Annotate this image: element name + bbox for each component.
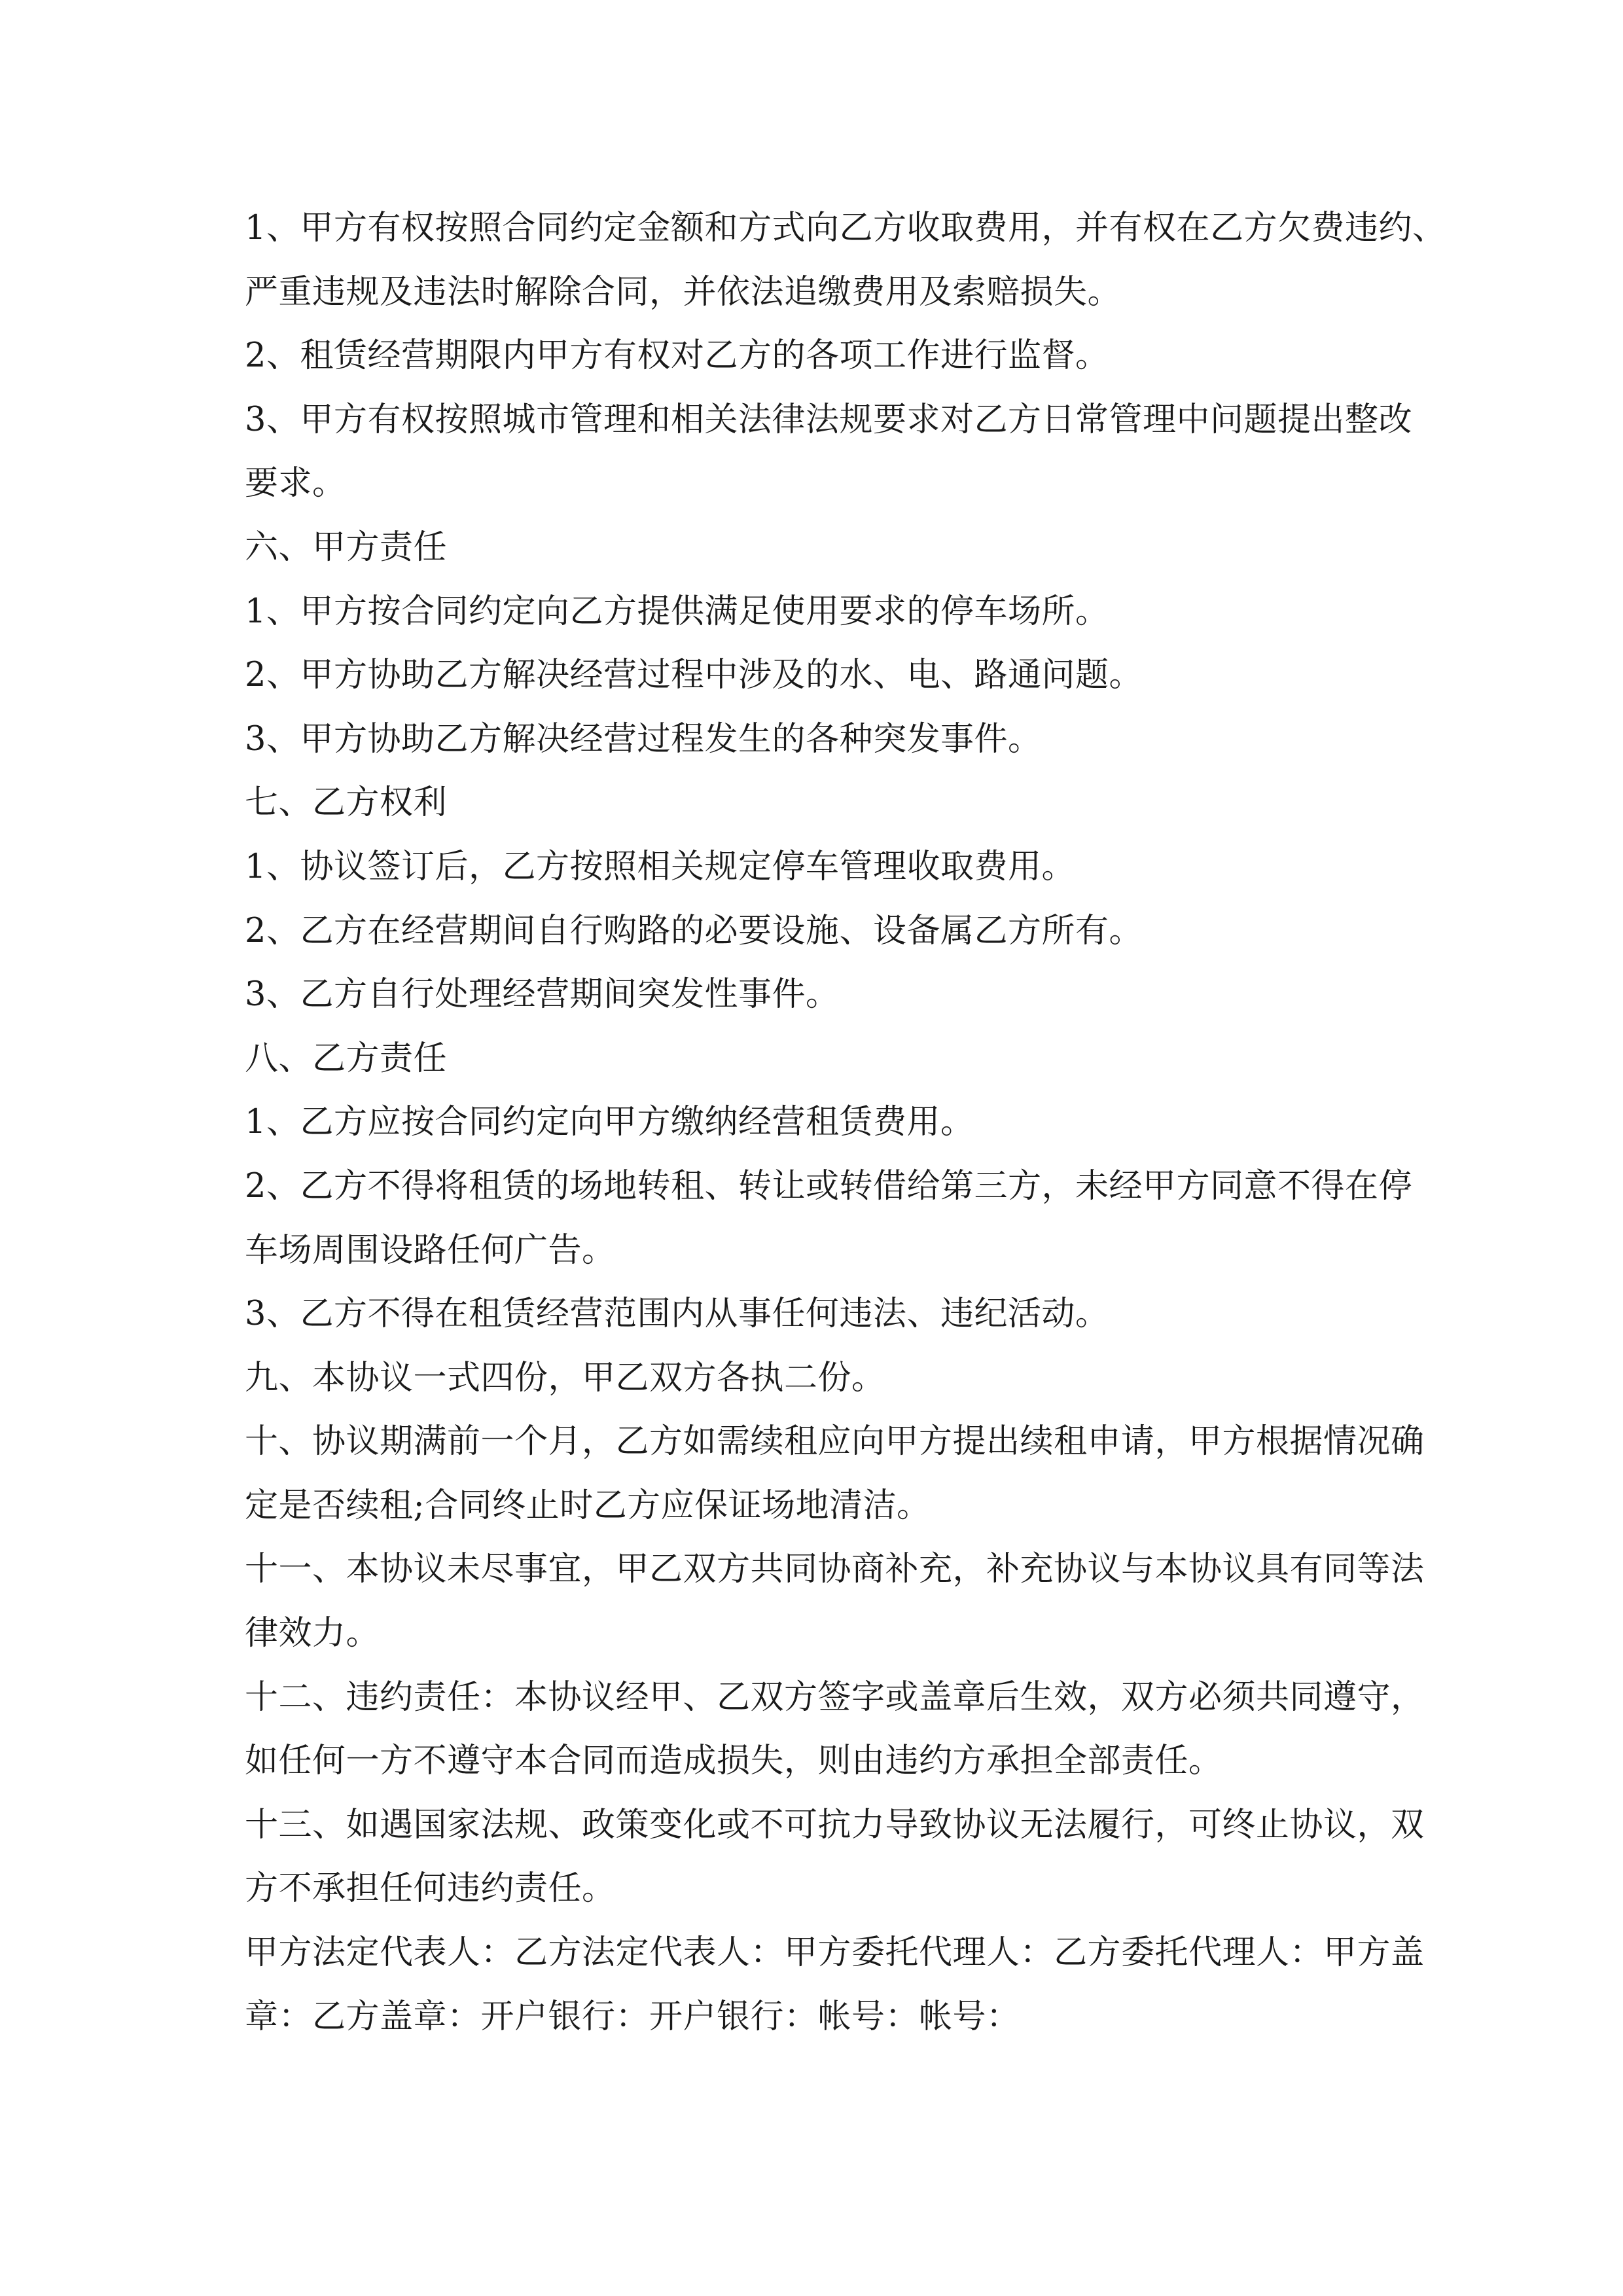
- text-line: 十、协议期满前一个月，乙方如需续租应向甲方提出续租申请，甲方根据情况确: [245, 1422, 1425, 1462]
- text-line: 车场周围设路任何广告。: [245, 1230, 616, 1270]
- text-line: 1、协议签订后，乙方按照相关规定停车管理收取费用。: [245, 847, 1075, 886]
- text-line: 九、本协议一式四份，甲乙双方各执二份。: [245, 1358, 885, 1397]
- text-line: 如任何一方不遵守本合同而造成损失，则由违约方承担全部责任。: [245, 1742, 1222, 1781]
- text-line: 十二、违约责任：本协议经甲、乙双方签字或盖章后生效，双方必须共同遵守，: [245, 1677, 1425, 1717]
- text-line: 3、乙方不得在租赁经营范围内从事任何违法、违纪活动。: [245, 1295, 1109, 1334]
- text-line: 3、甲方协助乙方解决经营过程发生的各种突发事件。: [245, 719, 1042, 759]
- text-line: 定是否续租;合同终止时乙方应保证场地清洁。: [245, 1486, 931, 1525]
- text-line: 3、乙方自行处理经营期间突发性事件。: [245, 975, 840, 1014]
- text-line: 2、乙方不得将租赁的场地转租、转让或转借给第三方，未经甲方同意不得在停: [245, 1166, 1412, 1206]
- section-heading: 八、乙方责任: [245, 1039, 448, 1078]
- signature-block: 章：乙方盖章：开户银行：开户银行：帐号：帐号：: [245, 1997, 1020, 2036]
- text-line: 要求。: [245, 464, 346, 503]
- document-body: [245, 196, 1446, 2049]
- signature-block: 甲方法定代表人：乙方法定代表人：甲方委托代理人：乙方委托代理人：甲方盖: [245, 1933, 1425, 1973]
- text-line: 1、乙方应按合同约定向甲方缴纳经营租赁费用。: [245, 1103, 974, 1142]
- text-line: 十一、本协议未尽事宜，甲乙双方共同协商补充，补充协议与本协议具有同等法: [245, 1550, 1425, 1589]
- section-heading: 七、乙方权利: [245, 783, 448, 823]
- text-line: 十三、如遇国家法规、政策变化或不可抗力导致协议无法履行，可终止协议，双: [245, 1805, 1425, 1844]
- text-line: 2、乙方在经营期间自行购路的必要设施、设备属乙方所有。: [245, 911, 1143, 950]
- text-line: 律效力。: [245, 1614, 380, 1653]
- text-line: 3、甲方有权按照城市管理和相关法律法规要求对乙方日常管理中问题提出整改: [245, 400, 1412, 439]
- text-line: 2、甲方协助乙方解决经营过程中涉及的水、电、路通问题。: [245, 656, 1143, 695]
- section-heading: 六、甲方责任: [245, 528, 448, 567]
- text-line: 1、甲方有权按照合同约定金额和方式向乙方收取费用，并有权在乙方欠费违约、: [245, 209, 1446, 247]
- text-line: 2、租赁经营期限内甲方有权对乙方的各项工作进行监督。: [245, 336, 1109, 376]
- text-line: 方不承担任何违约责任。: [245, 1869, 616, 1909]
- text-line: 1、甲方按合同约定向乙方提供满足使用要求的停车场所。: [245, 592, 1109, 631]
- text-line: 严重违规及违法时解除合同，并依法追缴费用及索赔损失。: [245, 272, 1122, 312]
